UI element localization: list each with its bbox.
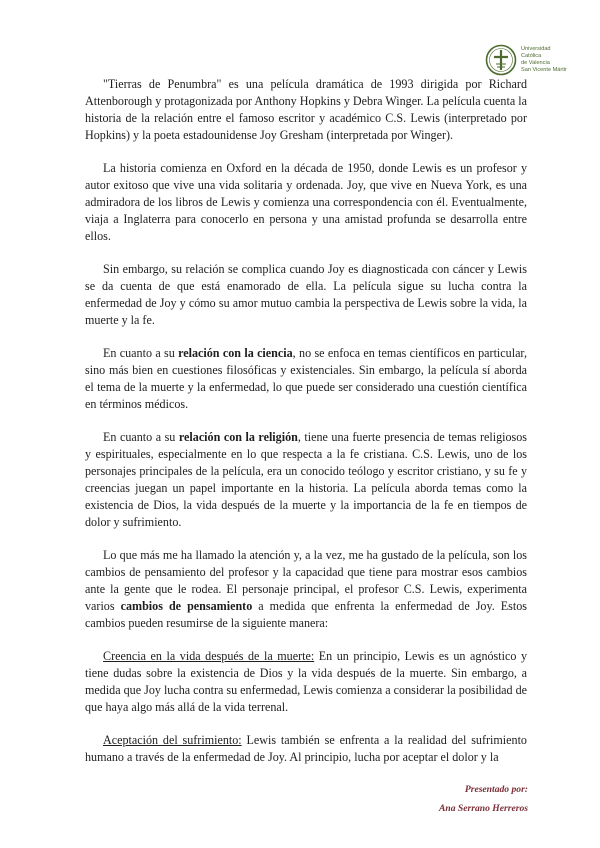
logo-line: de Valencia	[521, 60, 550, 66]
presented-by-label: Presentado por:	[464, 784, 528, 795]
bold-phrase: relación con la ciencia	[178, 346, 293, 360]
author-name: Ana Serrano Herreros	[438, 803, 528, 814]
paragraph-text: Lewis también se enfrenta a la realidad del sufrimiento humano a través de la enfermedad de Joy. Al principio, lucha por aceptar el dolor y la	[85, 733, 527, 764]
paragraph-text: En cuanto a su	[103, 430, 179, 444]
paragraph-belief	[85, 648, 527, 716]
underlined-heading: Creencia en la vida después de la muerte:	[103, 649, 315, 663]
underlined-heading: Aceptación del sufrimiento:	[103, 733, 242, 747]
logo-line: Católica	[521, 53, 542, 60]
university-logo	[485, 44, 567, 76]
logo-line: Universidad	[521, 46, 551, 53]
paragraph-text: , no se enfoca en temas científicos en particular, sino más bien en cuestiones filosóficas y existenciales. Sin embargo, la película sí aborda el tema de la muerte y la enfermedad, lo que puede ser considerado una cuestión científica en términos médicos.	[85, 346, 527, 411]
paragraph-story: La historia comienza en Oxford en la década de 1950, donde Lewis es un profesor y autor exitoso que vive una vida solitaria y ordenada. Joy, que vive en Nueva York, es una admiradora de los libros de Lewis y comienza una correspondencia con él. Eventualmente, viaja a Inglaterra para conocerlo en persona y una amistad profunda se desarrolla entre ellos.	[85, 161, 527, 243]
paragraph-text: En un principio, Lewis es un agnóstico y tiene dudas sobre la existencia de Dios y la vida después de la muerte. Sin embargo, a medida que Joy lucha contra su enfermedad, Lewis comienza a considerar la posibilidad de que haya algo más allá de la vida terrenal.	[85, 649, 527, 714]
bold-phrase: relación con la religión	[178, 430, 298, 444]
ucv-seal-icon	[485, 44, 517, 76]
paragraph-text: En cuanto a su	[103, 346, 179, 360]
logo-text	[521, 46, 567, 73]
paragraph-changes	[85, 547, 527, 632]
paragraph-complication: Sin embargo, su relación se complica cuando Joy es diagnosticada con cáncer y Lewis se da cuenta de que está enamorado de ella. La película sigue su lucha contra la enfermedad de Joy y cómo su amor mutuo cambia la perspectiva de Lewis sobre la vida, la muerte y la fe.	[85, 262, 527, 327]
paragraph-intro: "Tierras de Penumbra" es una película dramática de 1993 dirigida por Richard Attenborough y protagonizada por Anthony Hopkins y Debra Winger. La película cuenta la historia de la relación entre el famoso escritor y académico C.S. Lewis (interpretado por Hopkins) y la poeta estadounidense Joy Gresham (interpretada por Winger).	[85, 77, 527, 142]
logo-line: San Vicente Mártir	[521, 66, 567, 73]
document-body	[85, 76, 527, 782]
paragraph-religion	[85, 429, 527, 531]
paragraph-text: , tiene una fuerte presencia de temas religiosos y espirituales, especialmente en lo que respecta a la fe cristiana. C.S. Lewis, uno de los personajes principales de la película, era un conocido teólogo y escritor cristiano, y su fe y creencias juegan un papel importante en la historia. La película aborda temas como la existencia de Dios, la vida después de la muerte y la importancia de la fe en tiempos de dolor y sufrimiento.	[85, 430, 527, 529]
paragraph-suffering	[85, 732, 527, 766]
presenter-footer	[439, 780, 528, 818]
paragraph-text: Lo que más me ha llamado la atención y, a la vez, me ha gustado de la película, son los cambios de pensamiento del profesor y la capacidad que tiene para mostrar esos cambios ante la gente que le rodea. El personaje principal, el profesor C.S. Lewis, experimenta varios	[85, 548, 527, 613]
paragraph-science	[85, 345, 527, 413]
paragraph-text: a medida que enfrenta la enfermedad de Joy. Estos cambios pueden resumirse de la siguiente manera:	[85, 599, 527, 630]
bold-phrase: cambios de pensamiento	[120, 599, 253, 613]
